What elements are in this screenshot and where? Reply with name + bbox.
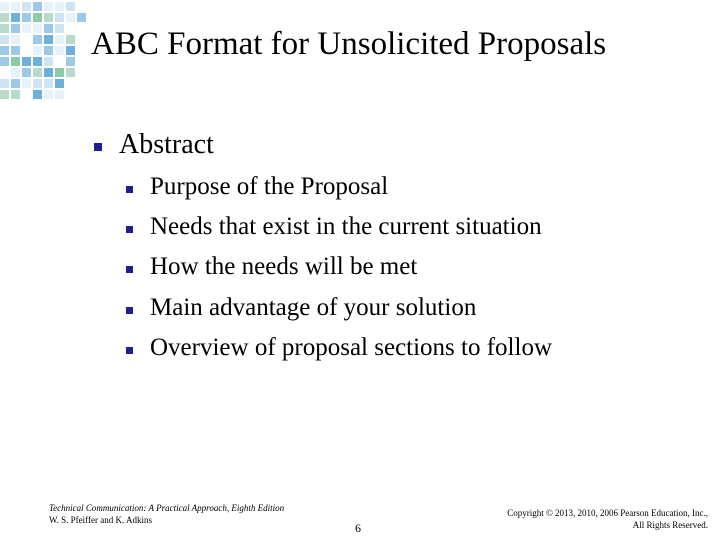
mosaic-tile: [33, 46, 42, 55]
slide-title: ABC Format for Unsolicited Proposals: [91, 26, 607, 62]
mosaic-tile: [55, 90, 64, 99]
mosaic-tile: [0, 57, 9, 66]
mosaic-tile: [22, 46, 31, 55]
mosaic-tile: [22, 2, 31, 11]
page-number: 6: [355, 521, 361, 535]
mosaic-tile: [66, 68, 75, 77]
mosaic-tile: [11, 2, 20, 11]
mosaic-tile: [22, 24, 31, 33]
mosaic-tile: [44, 35, 53, 44]
mosaic-tile: [0, 46, 9, 55]
mosaic-tile: [66, 13, 75, 22]
mosaic-tile: [0, 24, 9, 33]
mosaic-tile: [44, 24, 53, 33]
square-bullet-icon: [126, 347, 133, 354]
mosaic-tile: [33, 13, 42, 22]
footer-authors: W. S. Pfeiffer and K. Adkins: [49, 515, 152, 525]
mosaic-tile: [66, 24, 75, 33]
decorative-tile-mosaic: [0, 0, 88, 104]
mosaic-tile: [11, 90, 20, 99]
mosaic-tile: [66, 57, 75, 66]
sub-bullet-text: How the needs will be met: [150, 253, 418, 280]
mosaic-tile: [22, 57, 31, 66]
copyright-line: Copyright © 2013, 2010, 2006 Pearson Education, Inc.,: [507, 508, 708, 518]
sub-bullet-text: Purpose of the Proposal: [150, 173, 389, 200]
mosaic-tile: [55, 57, 64, 66]
mosaic-tile: [11, 13, 20, 22]
mosaic-tile: [0, 35, 9, 44]
mosaic-tile: [66, 35, 75, 44]
mosaic-tile: [55, 68, 64, 77]
bullet-abstract: Abstract: [119, 129, 214, 160]
square-bullet-icon: [94, 143, 102, 151]
mosaic-tile: [77, 13, 86, 22]
mosaic-tile: [44, 90, 53, 99]
mosaic-tile: [33, 90, 42, 99]
mosaic-tile: [11, 79, 20, 88]
mosaic-tile: [11, 57, 20, 66]
mosaic-tile: [66, 2, 75, 11]
footer-citation: [49, 502, 284, 526]
mosaic-tile: [66, 46, 75, 55]
mosaic-tile: [55, 13, 64, 22]
footer-copyright: [448, 507, 708, 531]
mosaic-tile: [44, 13, 53, 22]
mosaic-tile: [44, 57, 53, 66]
square-bullet-icon: [126, 266, 133, 273]
mosaic-tile: [55, 2, 64, 11]
mosaic-tile: [11, 68, 20, 77]
mosaic-tile: [44, 46, 53, 55]
mosaic-tile: [44, 2, 53, 11]
sub-bullet-text: Needs that exist in the current situation: [150, 213, 542, 240]
copyright-line: All Rights Reserved.: [632, 520, 708, 530]
mosaic-tile: [0, 79, 9, 88]
mosaic-tile: [33, 24, 42, 33]
footer-book-title: Technical Communication: A Practical Approach, Eighth Edition: [49, 503, 285, 513]
mosaic-tile: [55, 35, 64, 44]
mosaic-tile: [55, 46, 64, 55]
mosaic-tile: [0, 2, 9, 11]
mosaic-tile: [33, 35, 42, 44]
mosaic-tile: [0, 90, 9, 99]
mosaic-tile: [33, 79, 42, 88]
mosaic-tile: [22, 79, 31, 88]
mosaic-tile: [44, 68, 53, 77]
mosaic-tile: [11, 46, 20, 55]
square-bullet-icon: [126, 226, 133, 233]
mosaic-tile: [11, 24, 20, 33]
square-bullet-icon: [126, 307, 133, 314]
mosaic-tile: [33, 68, 42, 77]
mosaic-tile: [55, 24, 64, 33]
square-bullet-icon: [126, 186, 133, 193]
mosaic-tile: [22, 90, 31, 99]
mosaic-tile: [0, 13, 9, 22]
mosaic-tile: [77, 2, 86, 11]
mosaic-tile: [22, 13, 31, 22]
mosaic-tile: [77, 24, 86, 33]
mosaic-tile: [11, 35, 20, 44]
mosaic-tile: [55, 79, 64, 88]
sub-bullet-text: Main advantage of your solution: [150, 294, 477, 321]
mosaic-tile: [44, 79, 53, 88]
mosaic-tile: [22, 68, 31, 77]
mosaic-tile: [33, 2, 42, 11]
mosaic-tile: [22, 35, 31, 44]
mosaic-tile: [33, 57, 42, 66]
sub-bullet-text: Overview of proposal sections to follow: [150, 334, 553, 361]
mosaic-tile: [0, 68, 9, 77]
